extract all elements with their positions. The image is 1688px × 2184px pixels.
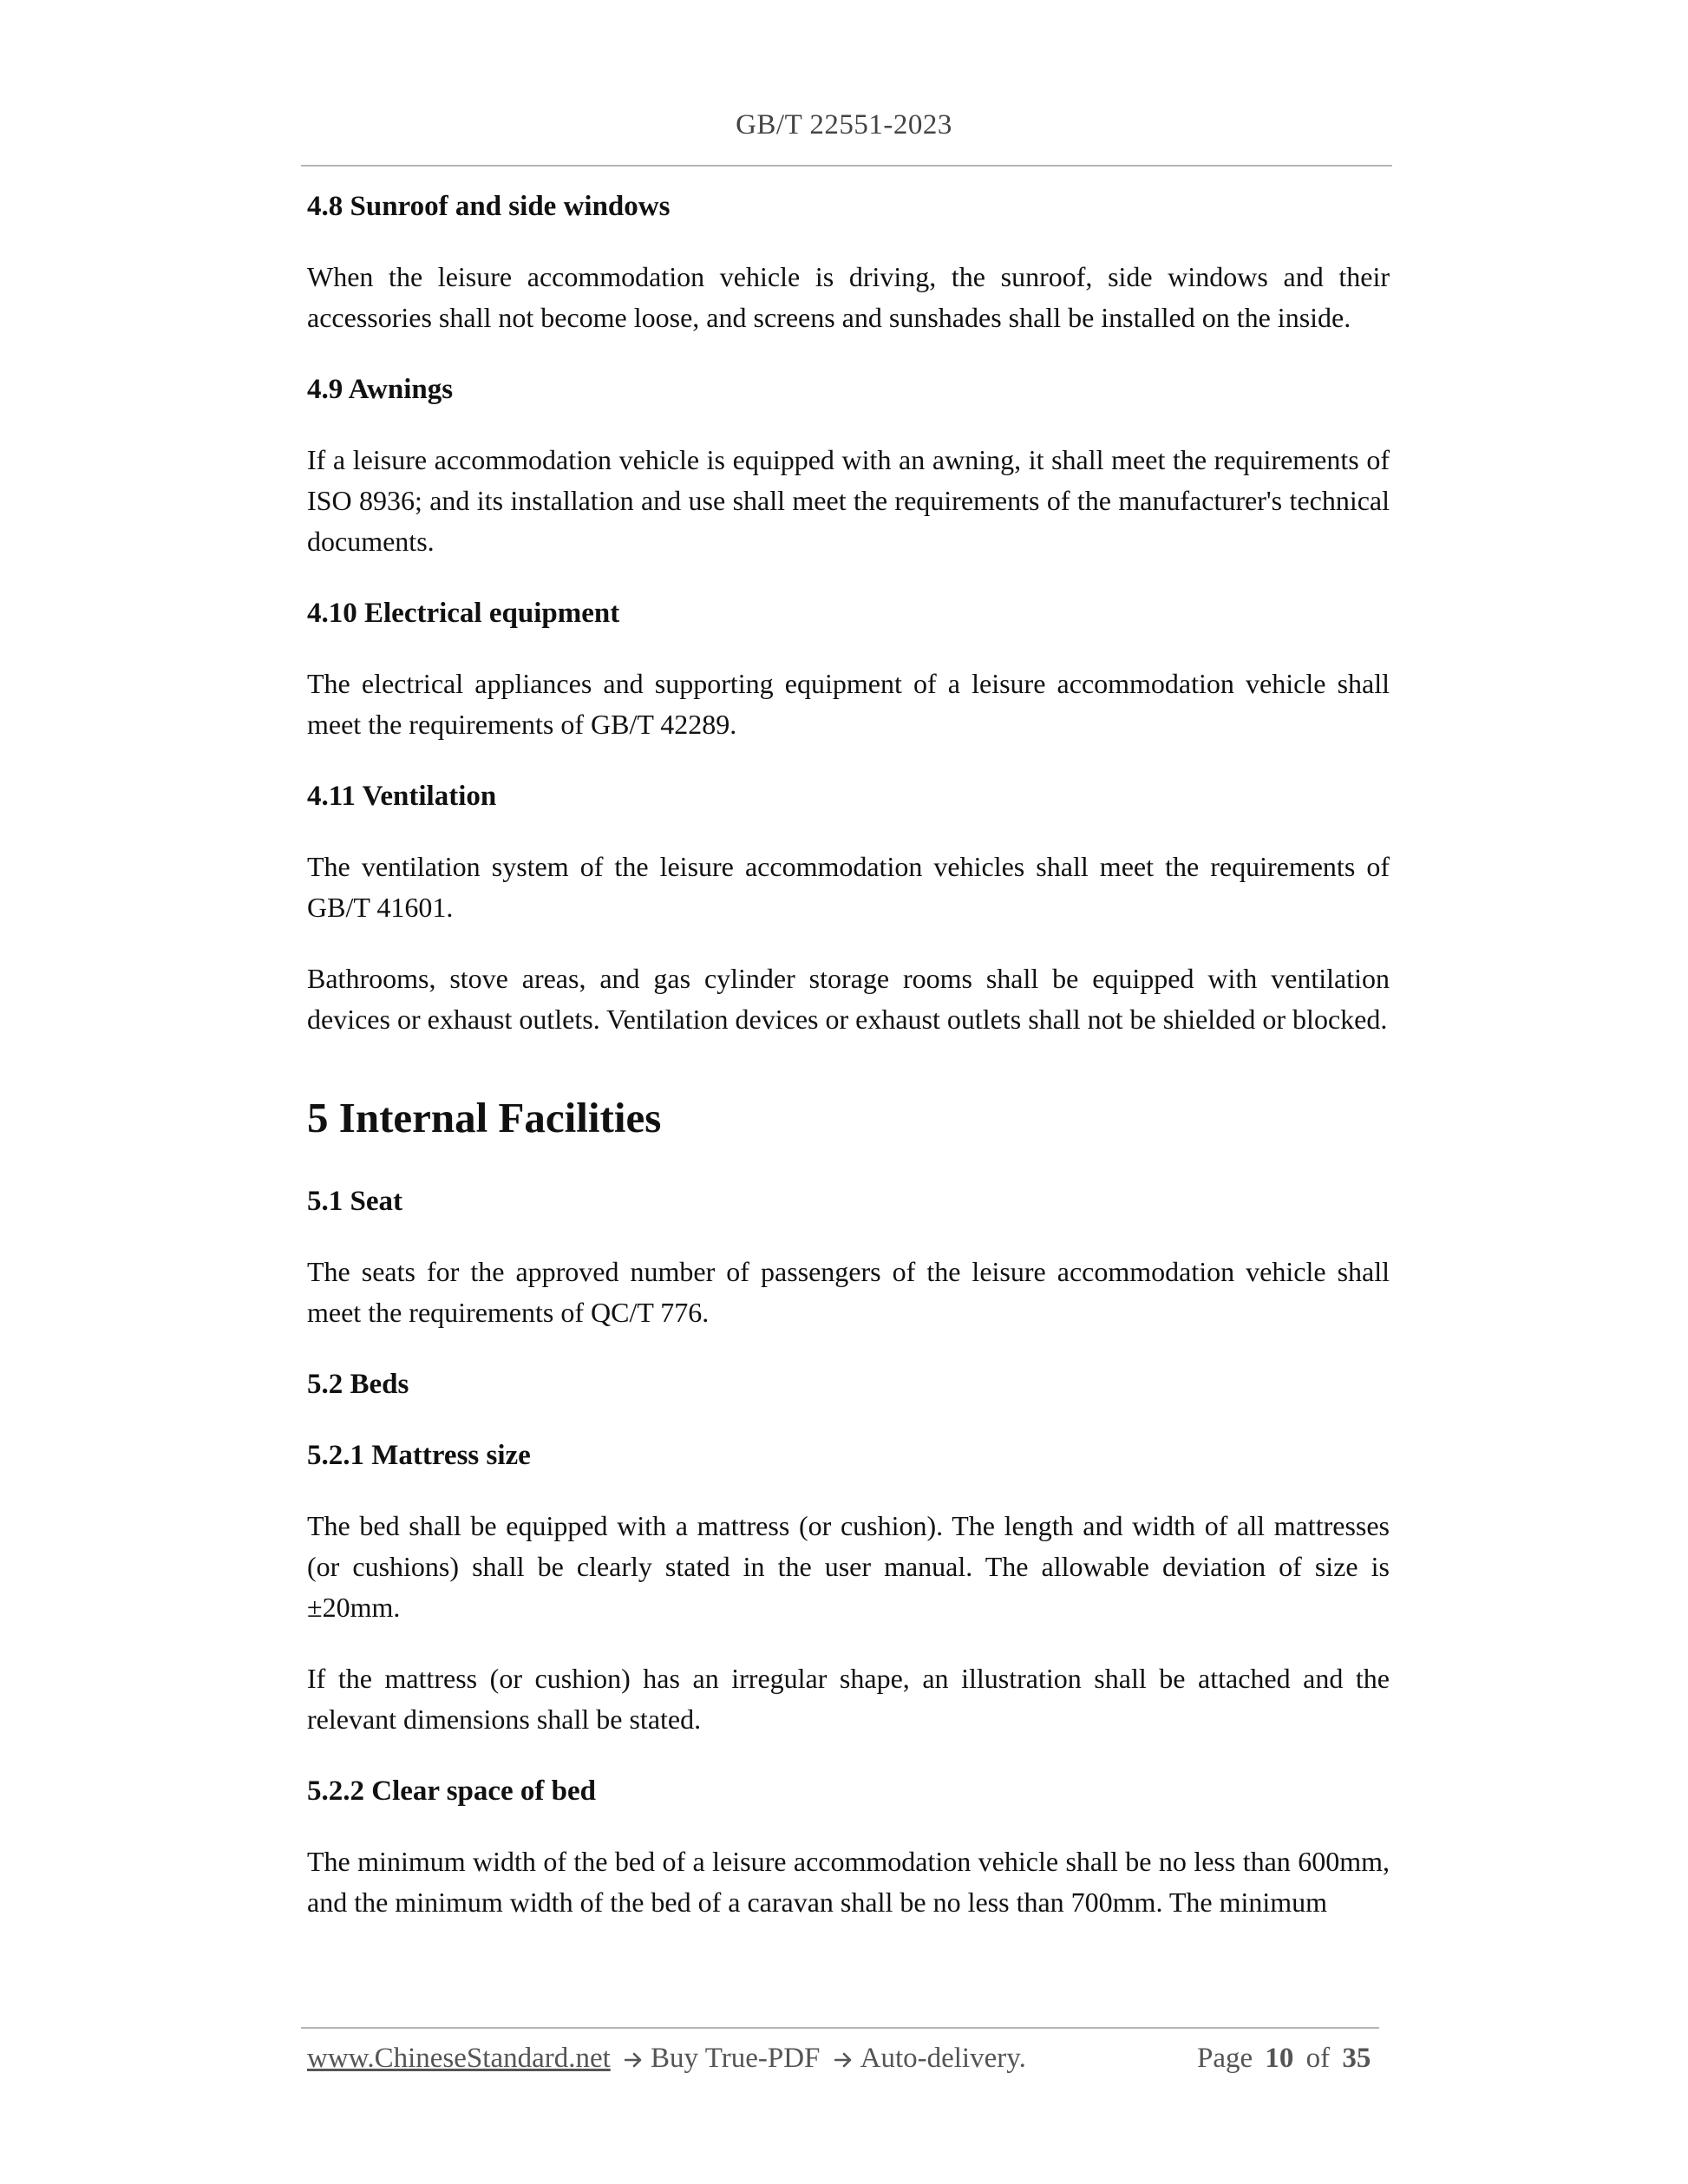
paragraph: When the leisure accommodation vehicle is driving, the sunroof, side windows and their accessories shall not become loose, and screens and sunshades shall be installed on the inside. xyxy=(307,261,1390,333)
heading-4-10: 4.10 Electrical equipment xyxy=(307,598,620,629)
page-of: of xyxy=(1305,2043,1331,2074)
website-link[interactable]: www.ChineseStandard.net xyxy=(307,2043,611,2074)
paragraph: If the mattress (or cushion) has an irregular shape, an illustration shall be attached and the relevant dimensions shall be stated. xyxy=(307,1663,1390,1735)
page-current: 10 xyxy=(1265,2043,1294,2074)
heading-5-2-1: 5.2.1 Mattress size xyxy=(307,1440,531,1471)
heading-5-2: 5.2 Beds xyxy=(307,1369,409,1400)
page-header-title: GB/T 22551-2023 xyxy=(736,109,952,141)
heading-4-11: 4.11 Ventilation xyxy=(307,781,497,812)
page-total: 35 xyxy=(1342,2043,1371,2074)
document-body xyxy=(307,186,1390,1953)
heading-4-9: 4.9 Awnings xyxy=(307,374,454,405)
paragraph: If a leisure accommodation vehicle is equipped with an awning, it shall meet the requirements of ISO 8936; and its installation and use shall meet the requirements of the manufacturer's technical documents. xyxy=(307,444,1390,557)
footer-divider xyxy=(301,2027,1379,2029)
header-divider xyxy=(301,165,1392,167)
paragraph: The electrical appliances and supporting equipment of a leisure accommodation vehicle shall meet the requirements of GB/T 42289. xyxy=(307,668,1390,740)
paragraph: The bed shall be equipped with a mattress (or cushion). The length and width of all mattresses (or cushions) shall be clearly stated in the user manual. The allowable deviation of size is ±20mm. xyxy=(307,1510,1390,1623)
paragraph: Bathrooms, stove areas, and gas cylinder storage rooms shall be equipped with ventilation devices or exhaust outlets. Ventilation devices or exhaust outlets shall not be shielded or blocked. xyxy=(307,963,1390,1035)
paragraph: The ventilation system of the leisure accommodation vehicles shall meet the requirements of GB/T 41601. xyxy=(307,851,1390,923)
page-number xyxy=(1197,2043,1376,2075)
heading-5: 5 Internal Facilities xyxy=(307,1094,662,1141)
buy-pdf-text: Buy True-PDF xyxy=(651,2043,821,2074)
paragraph: The seats for the approved number of passengers of the leisure accommodation vehicle shall meet the requirements of QC/T 776. xyxy=(307,1256,1390,1328)
heading-5-1: 5.1 Seat xyxy=(307,1186,402,1217)
heading-5-2-2: 5.2.2 Clear space of bed xyxy=(307,1775,597,1807)
auto-delivery-text: Auto-delivery. xyxy=(860,2043,1026,2074)
heading-4-8: 4.8 Sunroof and side windows xyxy=(307,191,671,222)
arrow-right-icon xyxy=(834,2044,854,2076)
arrow-right-icon xyxy=(625,2044,644,2076)
footer-promo xyxy=(307,2043,1026,2076)
paragraph: The minimum width of the bed of a leisure accommodation vehicle shall be no less than 600mm, and the minimum width of the bed of a caravan shall be no less than 700mm. The minimum xyxy=(307,1846,1390,1918)
page-label: Page xyxy=(1197,2043,1253,2074)
